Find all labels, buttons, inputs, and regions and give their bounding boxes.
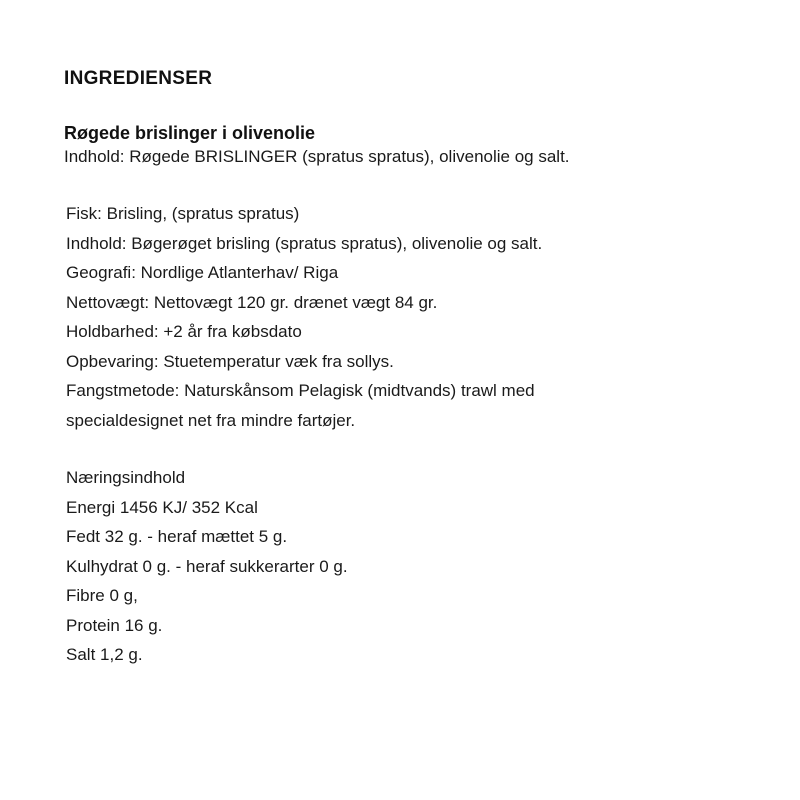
nutrition-line-energy: Energi 1456 KJ/ 352 Kcal <box>66 497 258 517</box>
detail-line-contents: Indhold: Bøgerøget brisling (spratus spratus), olivenolie og salt. <box>66 233 543 253</box>
product-summary <box>64 121 570 169</box>
detail-line-geography: Geografi: Nordlige Atlanterhav/ Riga <box>66 263 339 282</box>
nutrition-heading: Næringsindhold <box>66 468 186 487</box>
detail-line-net-weight: Nettovægt: Nettovægt 120 gr. drænet vægt 84 gr. <box>66 292 438 312</box>
product-name: Røgede brislinger i olivenolie <box>64 123 316 143</box>
page-title: INGREDIENSER <box>64 68 213 89</box>
detail-line-catch-method: Fangstmetode: Naturskånsom Pelagisk (midtvands) trawl med <box>66 381 535 400</box>
nutrition-section <box>66 463 348 670</box>
detail-line-shelf-life: Holdbarhed: +2 år fra købsdato <box>66 322 302 341</box>
product-details <box>66 199 542 435</box>
nutrition-line-fibre: Fibre 0 g, <box>66 586 138 605</box>
nutrition-line-protein: Protein 16 g. <box>66 615 163 635</box>
nutrition-line-fat: Fedt 32 g. - heraf mættet 5 g. <box>66 527 288 546</box>
detail-line-catch-method-cont: specialdesignet net fra mindre fartøjer. <box>66 410 356 430</box>
product-contents: Indhold: Røgede BRISLINGER (spratus spratus), olivenolie og salt. <box>64 147 570 166</box>
nutrition-line-carbs: Kulhydrat 0 g. - heraf sukkerarter 0 g. <box>66 556 348 576</box>
detail-line-storage: Opbevaring: Stuetemperatur væk fra sollys. <box>66 351 394 371</box>
nutrition-line-salt: Salt 1,2 g. <box>66 645 143 664</box>
detail-line-fish: Fisk: Brisling, (spratus spratus) <box>66 204 300 223</box>
